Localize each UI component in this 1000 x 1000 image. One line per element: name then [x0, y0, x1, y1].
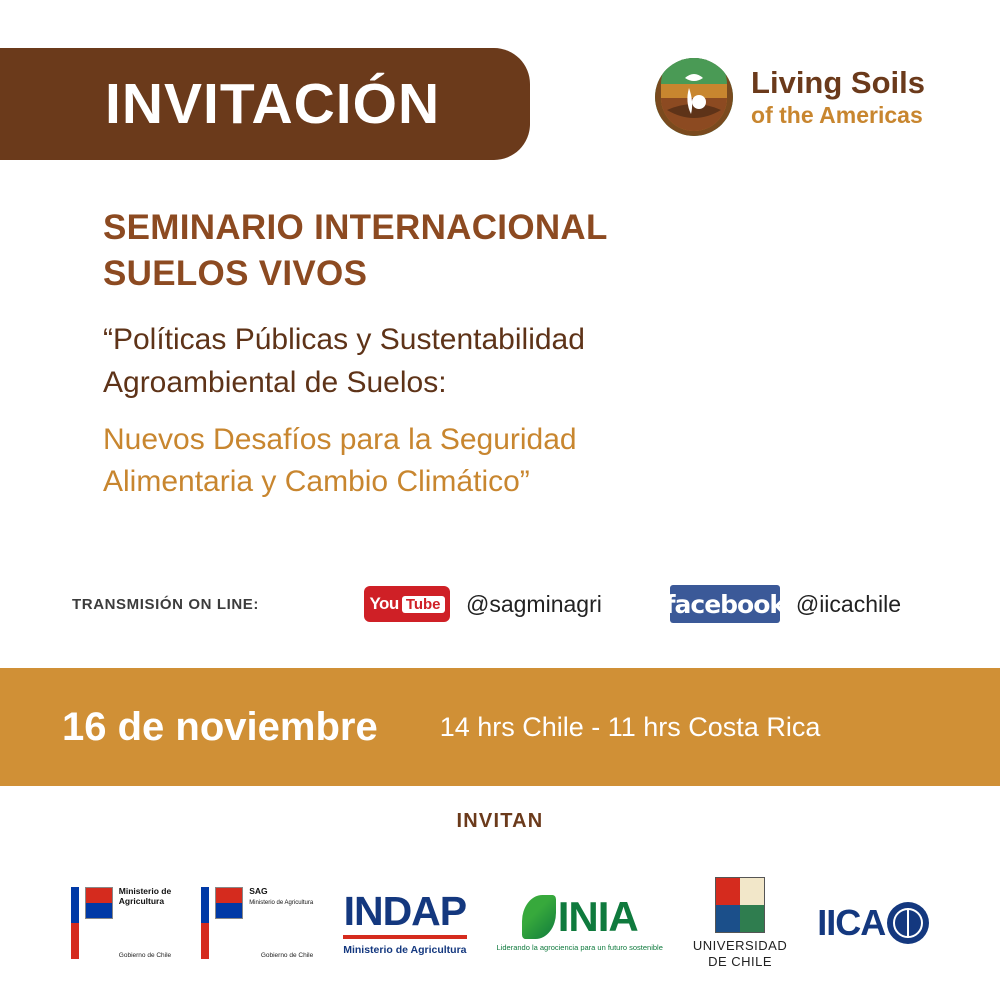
youtube-handle[interactable]: @sagminagri [466, 590, 602, 617]
sponsors-heading: INVITAN [456, 810, 544, 832]
subtitle-gold [103, 419, 1000, 504]
sag-line-1: SAG [249, 886, 268, 896]
ministerio-name [119, 887, 171, 907]
indap-word: INDAP [343, 887, 467, 934]
uchile-line-1: UNIVERSIDAD [692, 937, 788, 953]
brand-text [751, 67, 925, 127]
sag-name [249, 887, 313, 907]
invitation-tab [0, 48, 530, 160]
brand-line-2: of the Americas [751, 101, 923, 128]
sag-crest-icon [215, 887, 243, 919]
logo-inia [497, 873, 663, 973]
logo-indap [343, 873, 466, 973]
title-line-1: SEMINARIO INTERNACIONAL [103, 208, 608, 247]
globe-icon [887, 902, 929, 944]
logo-iica [817, 873, 929, 973]
logo-sag [201, 873, 313, 973]
uchile-line-2: DE CHILE [708, 953, 773, 969]
poster-body [0, 160, 1000, 504]
logo-universidad-de-chile [693, 873, 787, 973]
inia-sub: Liderando la agrociencia para un futuro sostenible [496, 942, 663, 952]
chile-flag-bar-sag [201, 887, 209, 959]
uchile-crest-icon [715, 877, 765, 933]
facebook-handle[interactable]: @iicachile [795, 590, 902, 617]
facebook-word: facebook [664, 589, 786, 619]
ministerio-line-2: Agricultura [118, 895, 165, 906]
living-soils-brand [655, 58, 925, 136]
brand-line-1: Living Soils [751, 65, 925, 101]
iica-word: IICA [817, 902, 886, 943]
event-time: 14 hrs Chile - 11 hrs Costa Rica [439, 711, 821, 742]
subtitle-dark [103, 319, 1000, 404]
sag-line-2: Ministerio de Agricultura [249, 899, 314, 906]
date-band [0, 668, 1000, 786]
subtitle-dark-line-1: “Políticas Públicas y Sustentabilidad [103, 323, 585, 357]
sag-gov: Gobierno de Chile [260, 952, 314, 959]
ministerio-line-1: Ministerio de [118, 886, 172, 896]
facebook-icon[interactable] [664, 585, 786, 623]
indap-bar [343, 935, 466, 939]
youtube-box: Tube [402, 596, 445, 613]
subtitle-gold-line-2: Alimentaria y Cambio Climático” [103, 465, 530, 499]
inia-leaf-icon [522, 895, 556, 939]
inia-word: INIA [557, 892, 638, 940]
youtube-word: You [369, 594, 399, 613]
uchile-name [693, 938, 787, 969]
ministerio-gov: Gobierno de Chile [118, 952, 172, 959]
logo-ministerio-agricultura [71, 873, 171, 973]
broadcast-label: TRANSMISIÓN ON LINE: [72, 595, 259, 613]
page-title [103, 205, 1000, 297]
living-soils-logo-icon [655, 58, 733, 136]
invitation-label: INVITACIÓN [105, 71, 441, 136]
event-date: 16 de noviembre [62, 704, 378, 749]
ministerio-crest-icon [85, 887, 113, 919]
broadcast-row [72, 585, 952, 623]
sponsor-logos [0, 868, 1000, 978]
youtube-icon[interactable] [364, 586, 450, 622]
subtitle-dark-line-2: Agroambiental de Suelos: [103, 365, 447, 399]
indap-sub: Ministerio de Agricultura [343, 943, 467, 956]
poster-header [0, 0, 1000, 160]
subtitle-gold-line-1: Nuevos Desafíos para la Seguridad [103, 422, 577, 456]
chile-flag-bar [71, 887, 79, 959]
title-line-2: SUELOS VIVOS [103, 254, 368, 294]
